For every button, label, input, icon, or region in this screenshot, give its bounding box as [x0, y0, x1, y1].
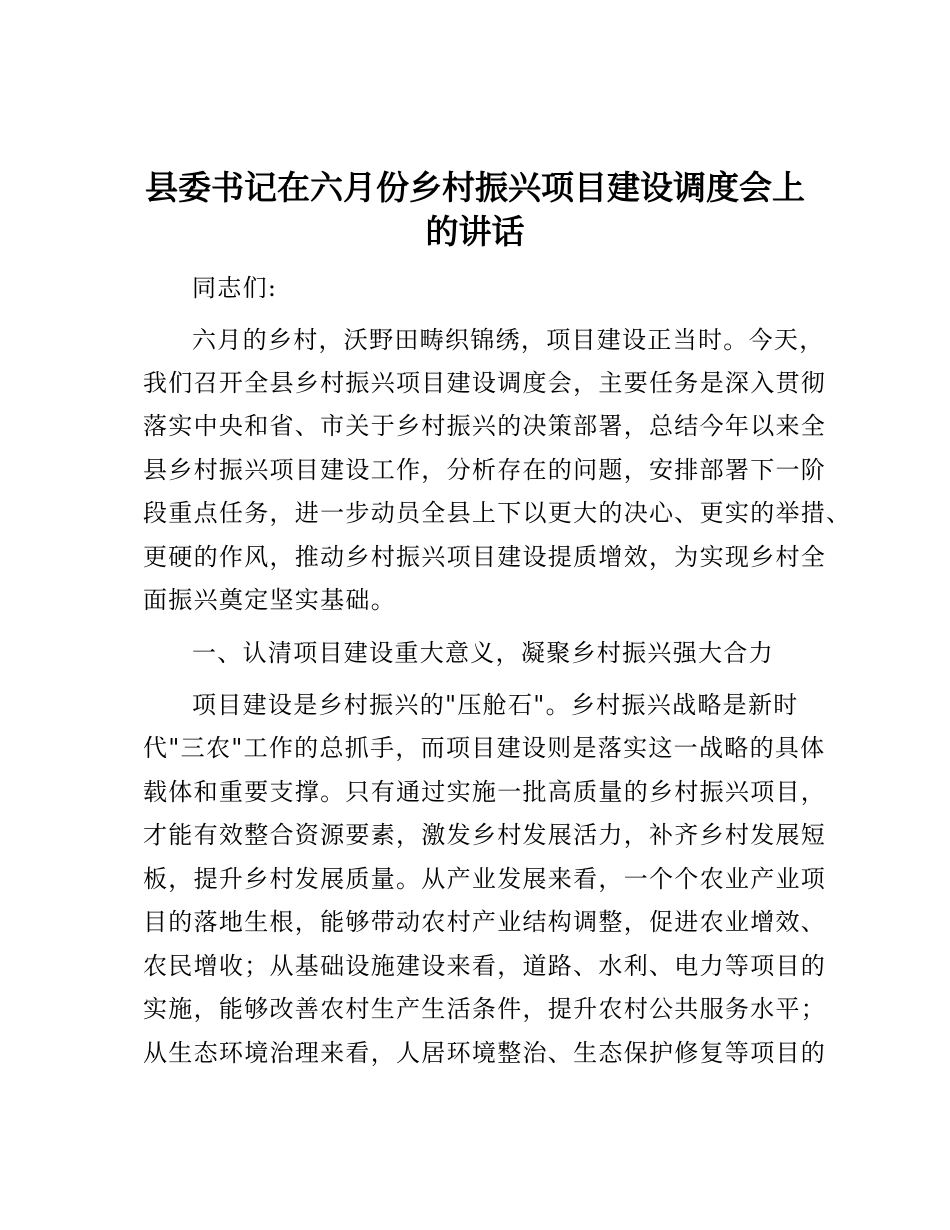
- body-line: 目的落地生根，能够带动农村产业结构调整，促进农业增效、: [143, 908, 827, 936]
- body-line: 我们召开全县乡村振兴项目建设调度会，主要任务是深入贯彻: [143, 369, 827, 397]
- body-line: 落实中央和省、市关于乡村振兴的决策部署，总结今年以来全: [143, 412, 827, 440]
- section-heading: 一、认清项目建设重大意义，凝聚乡村振兴强大合力: [192, 639, 774, 667]
- body-line: 项目建设是乡村振兴的"压舱石"。乡村振兴战略是新时: [192, 691, 799, 719]
- body-line: 载体和重要支撑。只有通过实施一批高质量的乡村振兴项目，: [143, 778, 827, 806]
- body-line: 段重点任务，进一步动员全县上下以更大的决心、更实的举措、: [143, 499, 852, 527]
- body-line: 面振兴奠定坚实基础。: [143, 586, 396, 614]
- body-line: 代"三农"工作的总抓手，而项目建设则是落实这一战略的具体: [143, 734, 826, 762]
- body-line: 才能有效整合资源要素，激发乡村发展活力，补齐乡村发展短: [143, 821, 827, 849]
- body-line: 县乡村振兴项目建设工作，分析存在的问题，安排部署下一阶: [143, 456, 827, 484]
- body-line: 六月的乡村，沃野田畴织锦绣，项目建设正当时。今天，: [192, 326, 825, 354]
- body-line: 实施，能够改善农村生产生活条件，提升农村公共服务水平；: [143, 995, 827, 1023]
- body-line: 板，提升乡村发展质量。从产业发展来看，一个个农业产业项: [143, 865, 827, 893]
- body-line: 从生态环境治理来看，人居环境整治、生态保护修复等项目的: [143, 1039, 827, 1067]
- body-line: 更硬的作风，推动乡村振兴项目建设提质增效，为实现乡村全: [143, 543, 827, 571]
- body-line: 农民增收；从基础设施建设来看，道路、水利、电力等项目的: [143, 952, 827, 980]
- document-title-line-1: 县委书记在六月份乡村振兴项目建设调度会上: [145, 168, 805, 207]
- document-title-line-2: 的讲话: [425, 212, 525, 251]
- salutation: 同志们:: [192, 274, 278, 302]
